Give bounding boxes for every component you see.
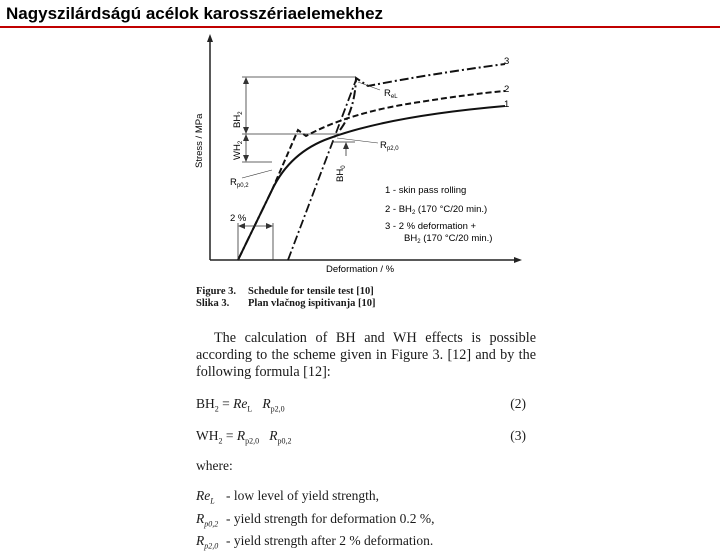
curve-number-3: 3 xyxy=(504,56,510,67)
curve-2-bh xyxy=(272,91,505,190)
figure-caption-en: Figure 3. Schedule for tensile test [10] xyxy=(196,286,374,297)
definitions-list xyxy=(196,487,434,555)
curve-number-2: 2 xyxy=(504,84,510,95)
formula-wh2: $WH_2 = R_{p2,0}$ $R_{p0,2}$ (3) xyxy=(196,428,526,446)
title-underline xyxy=(0,26,720,28)
y-axis-arrow xyxy=(207,34,213,42)
label-rp02: $R_{p0,2}$ xyxy=(230,177,249,189)
where-label: where: xyxy=(196,458,233,473)
body-paragraph: The calculation of BH and WH effects is possible according to the scheme given in Figure 3. [12] and by the following formula [12]: xyxy=(196,330,536,380)
label-rel: $R_{eL}$ xyxy=(384,88,398,100)
label-wh2: $WH_2$ xyxy=(232,140,244,160)
definition-rel: $Re_L$ - low level of yield strength, xyxy=(196,488,379,506)
definition-rp20: $R_{p2,0}$ - yield strength after 2 % deformation. xyxy=(196,533,434,552)
label-two-percent: 2 % xyxy=(230,213,247,224)
y-axis-label: Stress / MPa xyxy=(194,113,205,168)
equation-number-3: (3) xyxy=(510,428,526,443)
legend-item-1: 1 - skin pass rolling xyxy=(385,185,467,196)
label-bh0: $BH_0$ xyxy=(335,165,347,182)
label-bh2: $BH_2$ xyxy=(232,111,244,128)
figure-caption-hr: Slika 3. Plan vlačnog ispitivanja [10] xyxy=(196,298,376,309)
x-axis-label: Deformation / % xyxy=(326,264,395,275)
legend-item-2: $2 - BH_2$ (170 °C/20 min.) xyxy=(385,204,488,216)
stress-deformation-figure xyxy=(180,30,530,280)
curve-number-1: 1 xyxy=(504,99,510,110)
slide-title: Nagyszilárdságú acélok karosszériaelemekhez xyxy=(6,4,384,23)
legend-item-3b: $BH_2$ (170 °C/20 min.) xyxy=(404,233,493,245)
equation-number-2: (2) xyxy=(510,396,526,411)
definition-rp02: $R_{p0,2}$ - yield strength for deformation 0.2 %, xyxy=(196,510,435,529)
x-axis-arrow xyxy=(514,257,522,263)
formula-bh2: $BH_2 = Re_L$ $R_{p2,0}$ (2) xyxy=(196,396,526,414)
label-rp20: $R_{p2,0}$ xyxy=(380,140,399,152)
legend-item-3: 3 - 2 % deformation + xyxy=(385,221,477,232)
